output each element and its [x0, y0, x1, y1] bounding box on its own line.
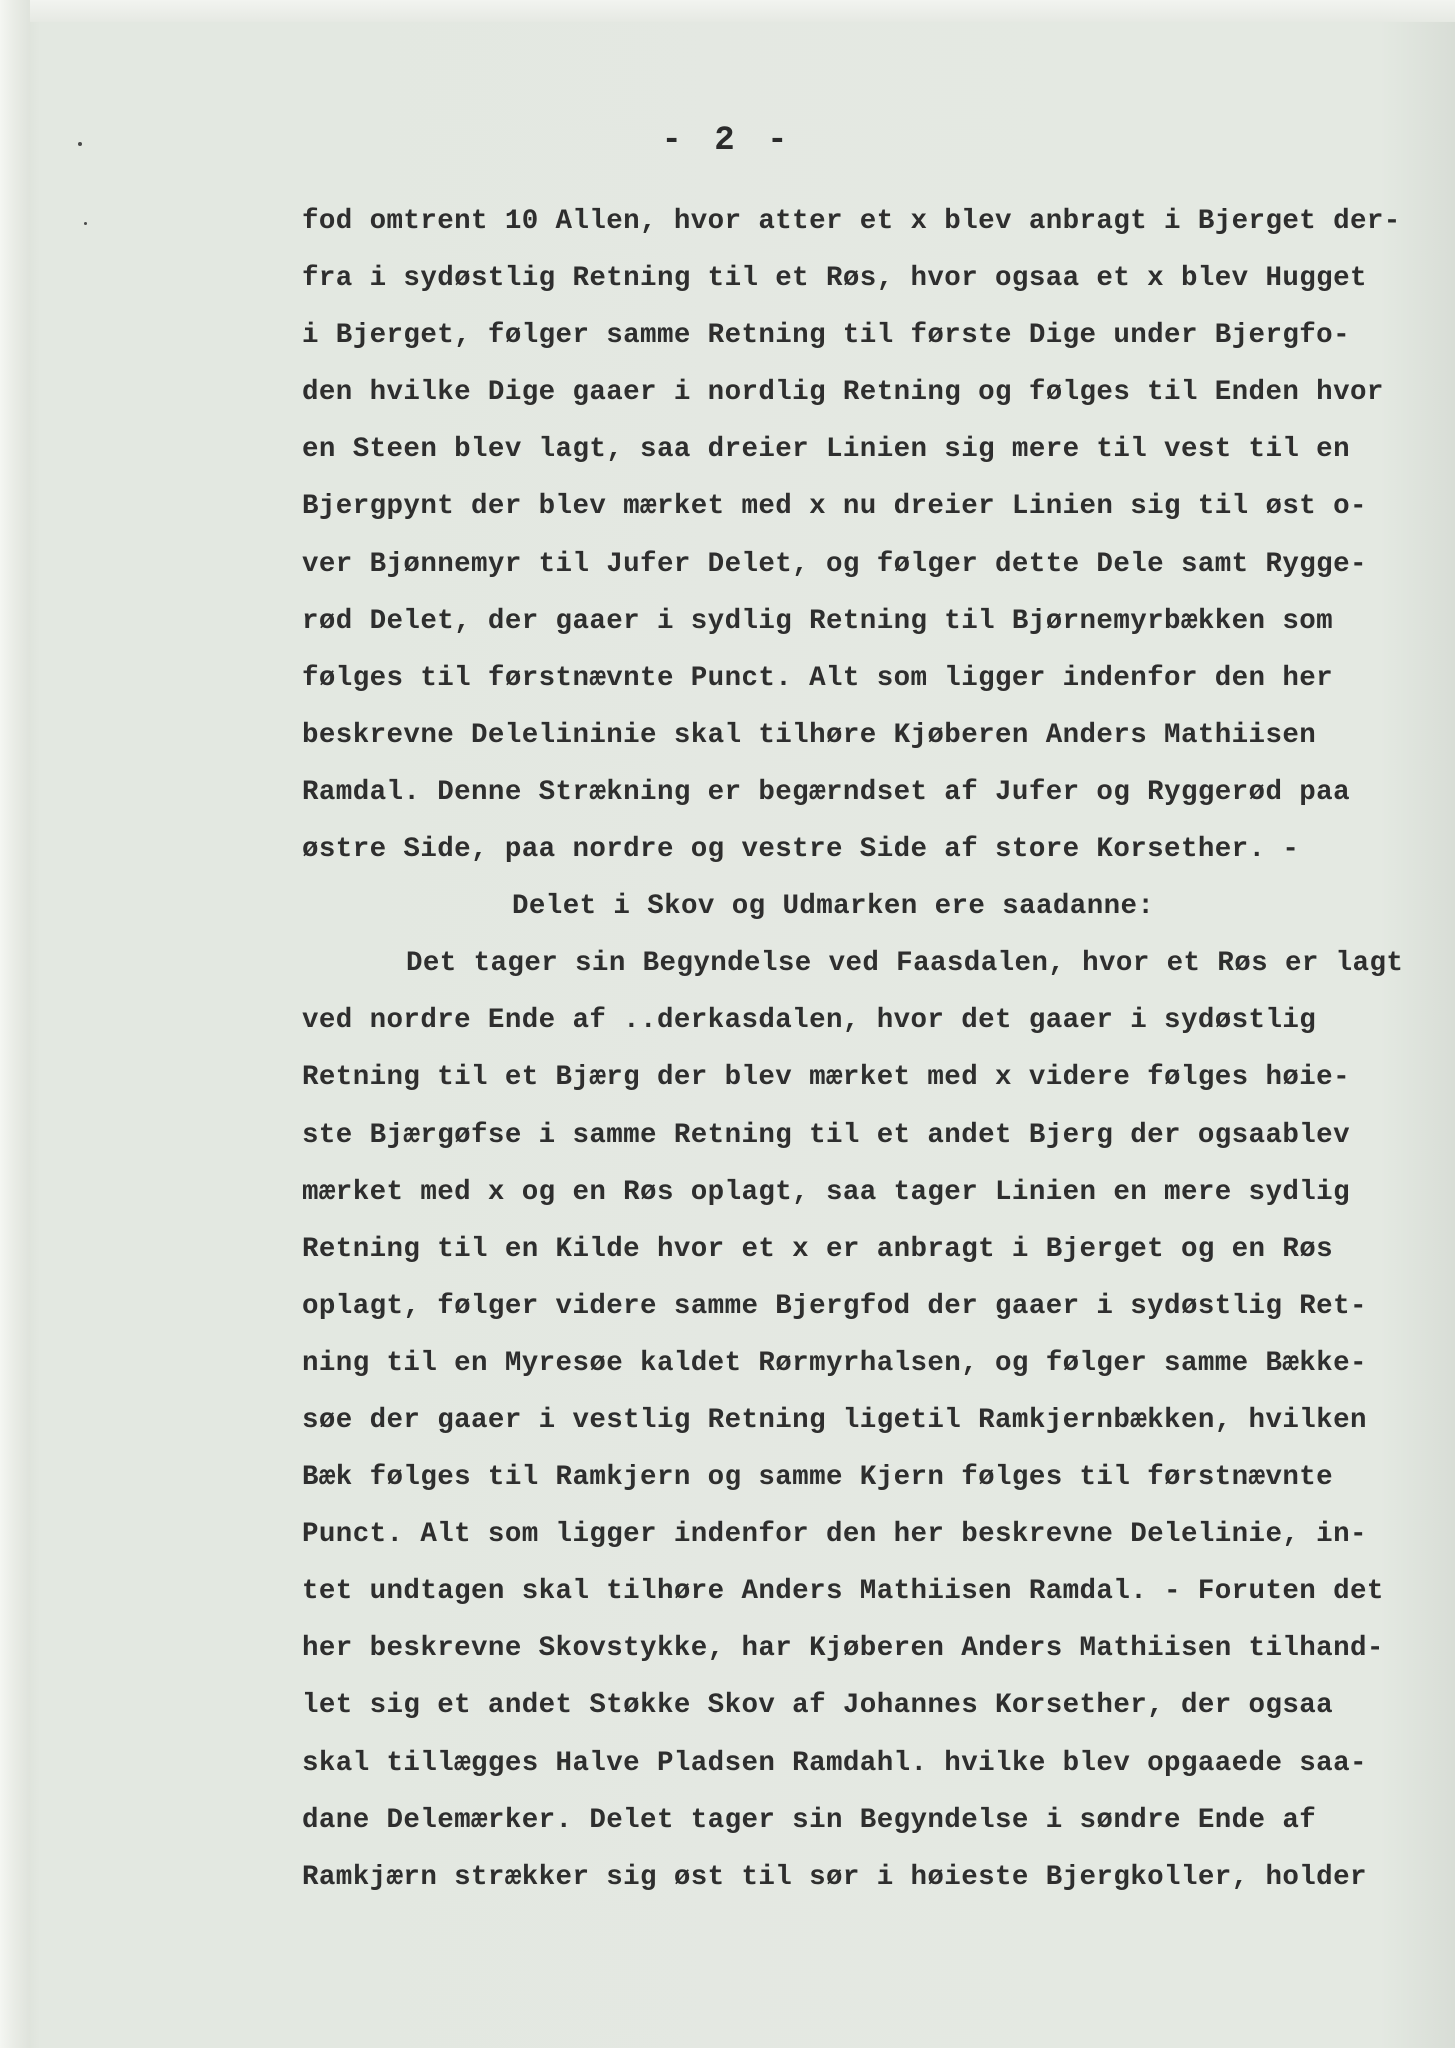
text-line: Ramdal. Denne Strækning er begærndset af Jufer og Ryggerød paa [302, 776, 1350, 808]
text-line: en Steen blev lagt, saa dreier Linien sig mere til vest til en [302, 434, 1350, 466]
paragraph-first-line: Det tager sin Begyndelse ved Faasdalen, hvor et Røs er lagt [406, 948, 1404, 980]
text-line: ved nordre Ende af ..derkasdalen, hvor det gaaer i sydøstlig [302, 1005, 1317, 1037]
text-line: østre Side, paa nordre og vestre Side af store Korsether. - [302, 834, 1300, 866]
paper-left-edge [0, 0, 30, 2048]
page-number: - 2 - [661, 122, 794, 160]
section-heading: Delet i Skov og Udmarken ere saadanne: [512, 891, 1155, 923]
text-line: Bjergpynt der blev mærket med x nu dreier Linien sig til øst o- [302, 491, 1367, 523]
text-line: beskrevne Delelininie skal tilhøre Kjøberen Anders Mathiisen [302, 719, 1317, 751]
text-line: søe der gaaer i vestlig Retning ligetil Ramkjernbækken, hvilken [302, 1404, 1367, 1436]
ink-speck [84, 222, 87, 225]
text-line: her beskrevne Skovstykke, har Kjøberen Anders Mathiisen tilhand- [302, 1633, 1384, 1665]
text-line: Retning til et Bjærg der blev mærket med x videre følges høie- [302, 1062, 1350, 1094]
text-line: Ramkjærn strækker sig øst til sør i høieste Bjergkoller, holder [302, 1861, 1367, 1893]
text-line: Bæk følges til Ramkjern og samme Kjern følges til førstnævnte [302, 1462, 1334, 1494]
text-line: i Bjerget, følger samme Retning til første Dige under Bjergfo- [302, 320, 1350, 352]
text-line: Punct. Alt som ligger indenfor den her beskrevne Delelinie, in- [302, 1519, 1367, 1551]
text-line: mærket med x og en Røs oplagt, saa tager Linien en mere sydlig [302, 1176, 1350, 1208]
text-line: ning til en Myresøe kaldet Rørmyrhalsen, og følger samme Bække- [302, 1347, 1367, 1379]
text-line: ver Bjønnemyr til Jufer Delet, og følger dette Dele samt Rygge- [302, 548, 1367, 580]
paper-top-edge [0, 0, 1455, 22]
document-body [302, 202, 1432, 1915]
text-line: skal tillægges Halve Pladsen Ramdahl. hvilke blev opgaaede saa- [302, 1747, 1367, 1779]
text-line: ste Bjærgøfse i samme Retning til et andet Bjerg der ogsaablev [302, 1119, 1350, 1151]
text-line: let sig et andet Støkke Skov af Johannes Korsether, der ogsaa [302, 1690, 1334, 1722]
text-line: Retning til en Kilde hvor et x er anbragt i Bjerget og en Røs [302, 1233, 1334, 1265]
text-line: følges til førstnævnte Punct. Alt som ligger indenfor den her [302, 662, 1334, 694]
text-line: rød Delet, der gaaer i sydlig Retning til Bjørnemyrbækken som [302, 605, 1334, 637]
text-line: tet undtagen skal tilhøre Anders Mathiisen Ramdal. - Foruten det [302, 1576, 1384, 1608]
text-line: fra i sydøstlig Retning til et Røs, hvor ogsaa et x blev Hugget [302, 263, 1367, 295]
text-line: fod omtrent 10 Allen, hvor atter et x blev anbragt i Bjerget der- [302, 206, 1401, 237]
text-line: oplagt, følger videre samme Bjergfod der gaaer i sydøstlig Ret- [302, 1290, 1367, 1322]
text-line: den hvilke Dige gaaer i nordlig Retning og følges til Enden hvor [302, 377, 1384, 409]
text-line: dane Delemærker. Delet tager sin Begyndelse i søndre Ende af [302, 1804, 1317, 1836]
